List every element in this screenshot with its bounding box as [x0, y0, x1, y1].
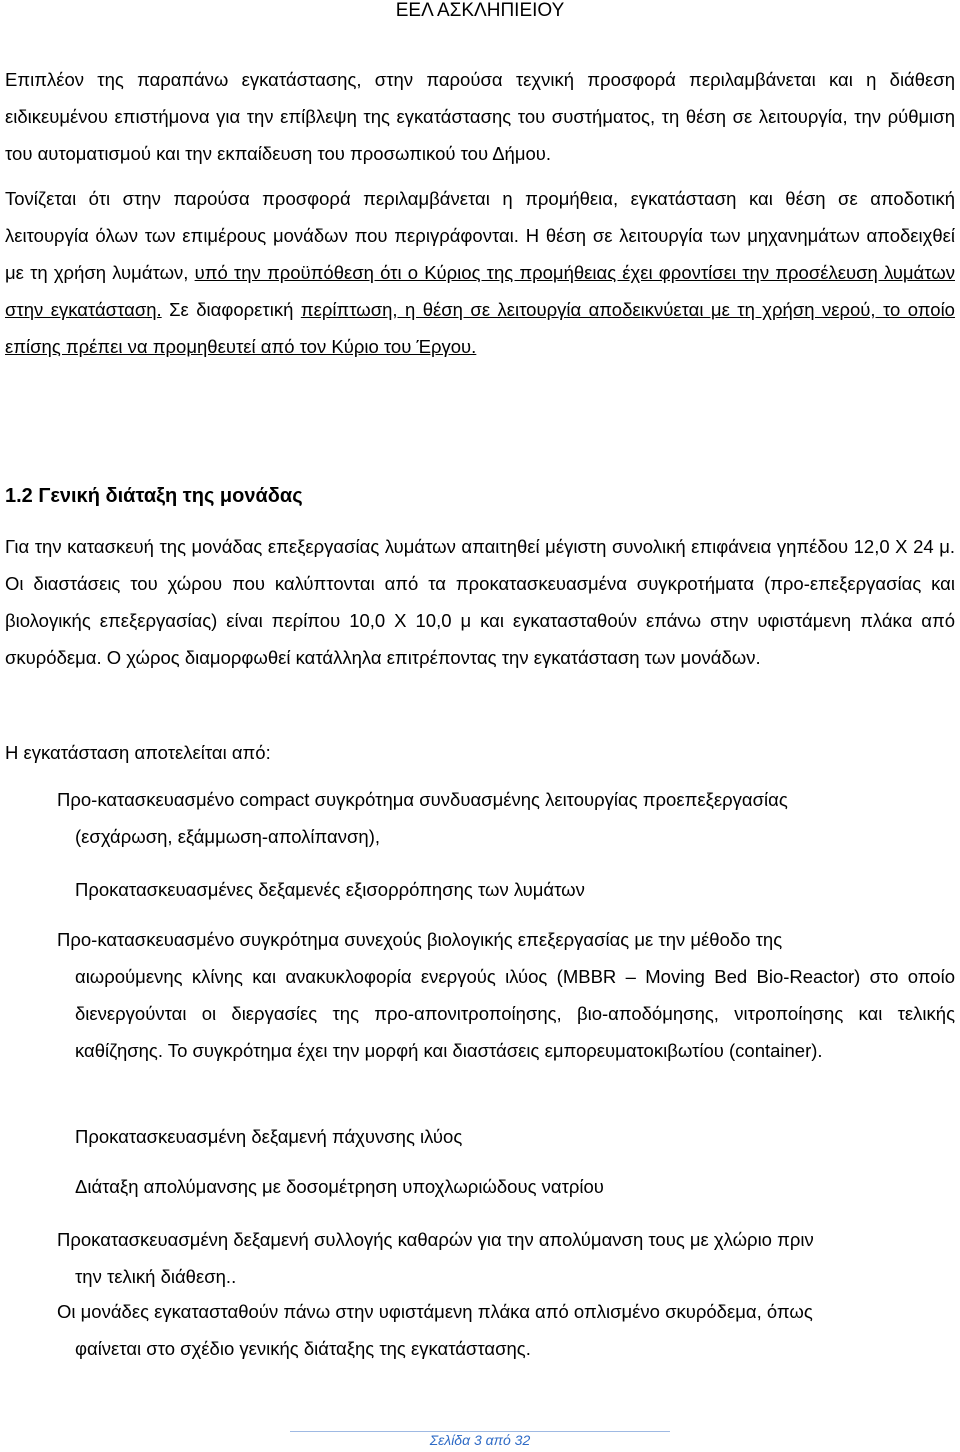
document-header: ΕΕΛ ΑΣΚΛΗΠΙΕΙΟΥ: [395, 0, 565, 21]
list-item-continuation: φαίνεται στο σχέδιο γενικής διάταξης της εγκατάστασης.: [75, 1338, 531, 1359]
section-heading: 1.2 Γενική διάταξη της μονάδας: [5, 485, 303, 507]
paragraph-text: Τονίζεται ότι στην παρούσα προσφορά περιλαμβάνεται η προμήθεια, εγκατάσταση και θέση σε αποδοτική λειτουργία όλων των επιμέρους μονάδων που περιγράφονται. Η θέση σε λειτουργία των μηχανημάτων αποδειχθεί με τη χρήση λυμάτων,: [5, 188, 955, 283]
list-item: Προκατασκευασμένη δεξαμενή πάχυνσης ιλύος: [75, 1126, 463, 1147]
list-item: Διάταξη απολύμανσης με δοσομέτρηση υποχλωριώδους νατρίου: [75, 1176, 604, 1197]
list-item: [57, 781, 955, 855]
list-item: [57, 921, 955, 1069]
list-item-continuation: αιωρούμενης κλίνης και ανακυκλοφορία ενεργούς ιλύος (MBBR – Moving Bed Bio-Reactor) στο οποίο διενεργούνται οι διεργασίες της προ-απονιτροποίησης, βιο-αποδόμησης, νιτροποίησης και τελικής καθίζησης. Το συγκρότημα έχει την μορφή και διαστάσεις εμπορευματοκιβωτίου (container).: [75, 966, 955, 1061]
paragraph-text: Σε διαφορετική: [161, 299, 301, 320]
list-item: [57, 1221, 955, 1295]
list-item-text: Προκατασκευασμένη δεξαμενή συλλογής καθαρών για την απολύμανση τους με χλώριο πριν: [57, 1229, 814, 1250]
paragraph-components-intro: Η εγκατάσταση αποτελείται από:: [5, 742, 271, 763]
underlined-text: περίπτωση, η θέση σε λειτουργία αποδεικνύεται με τη χρήση νερού, το οποίο επίσης πρέπει να προμηθευτεί από τον Κύριο του Έργου.: [5, 299, 955, 357]
list-item-text: Οι μονάδες εγκατασταθούν πάνω στην υφιστάμενη πλάκα από οπλισμένο σκυρόδεμα, όπως: [57, 1301, 813, 1322]
list-item-continuation: την τελική διάθεση..: [75, 1266, 237, 1287]
list-item-continuation: (εσχάρωση, εξάμμωση-απολίπανση),: [75, 826, 380, 847]
list-item-text: Προ-κατασκευασμένο compact συγκρότημα συνδυασμένης λειτουργίας προεπεξεργασίας: [57, 789, 788, 810]
paragraph-site-area: Για την κατασκευή της μονάδας επεξεργασίας λυμάτων απαιτηθεί μέγιστη συνολική επιφάνεια γηπέδου 12,0 Χ 24 μ. Οι διαστάσεις του χώρου που καλύπτονται από τα προκατασκευασμένα συγκροτήματα (προ-επεξεργασίας και βιολογικής επεξεργασίας) είναι περίπου 10,0 Χ 10,0 μ και εγκατασταθούν επάνω στην υφιστάμενη πλάκα από σκυρόδεμα. Ο χώρος διαμορφωθεί κατάλληλα επιτρέποντας την εγκατάσταση των μονάδων.: [5, 536, 955, 668]
list-item: [57, 1293, 955, 1367]
list-item: Προκατασκευασμένες δεξαμενές εξισορρόπησης των λυμάτων: [75, 879, 585, 900]
page-number: Σελίδα 3 από 32: [429, 1432, 531, 1448]
underlined-text: υπό την προϋπόθεση ότι ο Κύριος της προμήθειας έχει φροντίσει την προσέλευση λυμάτων στην εγκατάσταση.: [5, 262, 955, 320]
paragraph-commissioning: [5, 180, 955, 365]
paragraph-supervision: Επιπλέον της παραπάνω εγκατάστασης, στην παρούσα τεχνική προσφορά περιλαμβάνεται και η διάθεση ειδικευμένου επιστήμονα για την επίβλεψη της εγκατάστασης του συστήματος, τη θέση σε λειτουργία, την ρύθμιση του αυτοματισμού και την εκπαίδευση του προσωπικού του Δήμου.: [5, 69, 955, 164]
list-item-text: Προ-κατασκευασμένο συγκρότημα συνεχούς βιολογικής επεξεργασίας με την μέθοδο της: [57, 929, 783, 950]
